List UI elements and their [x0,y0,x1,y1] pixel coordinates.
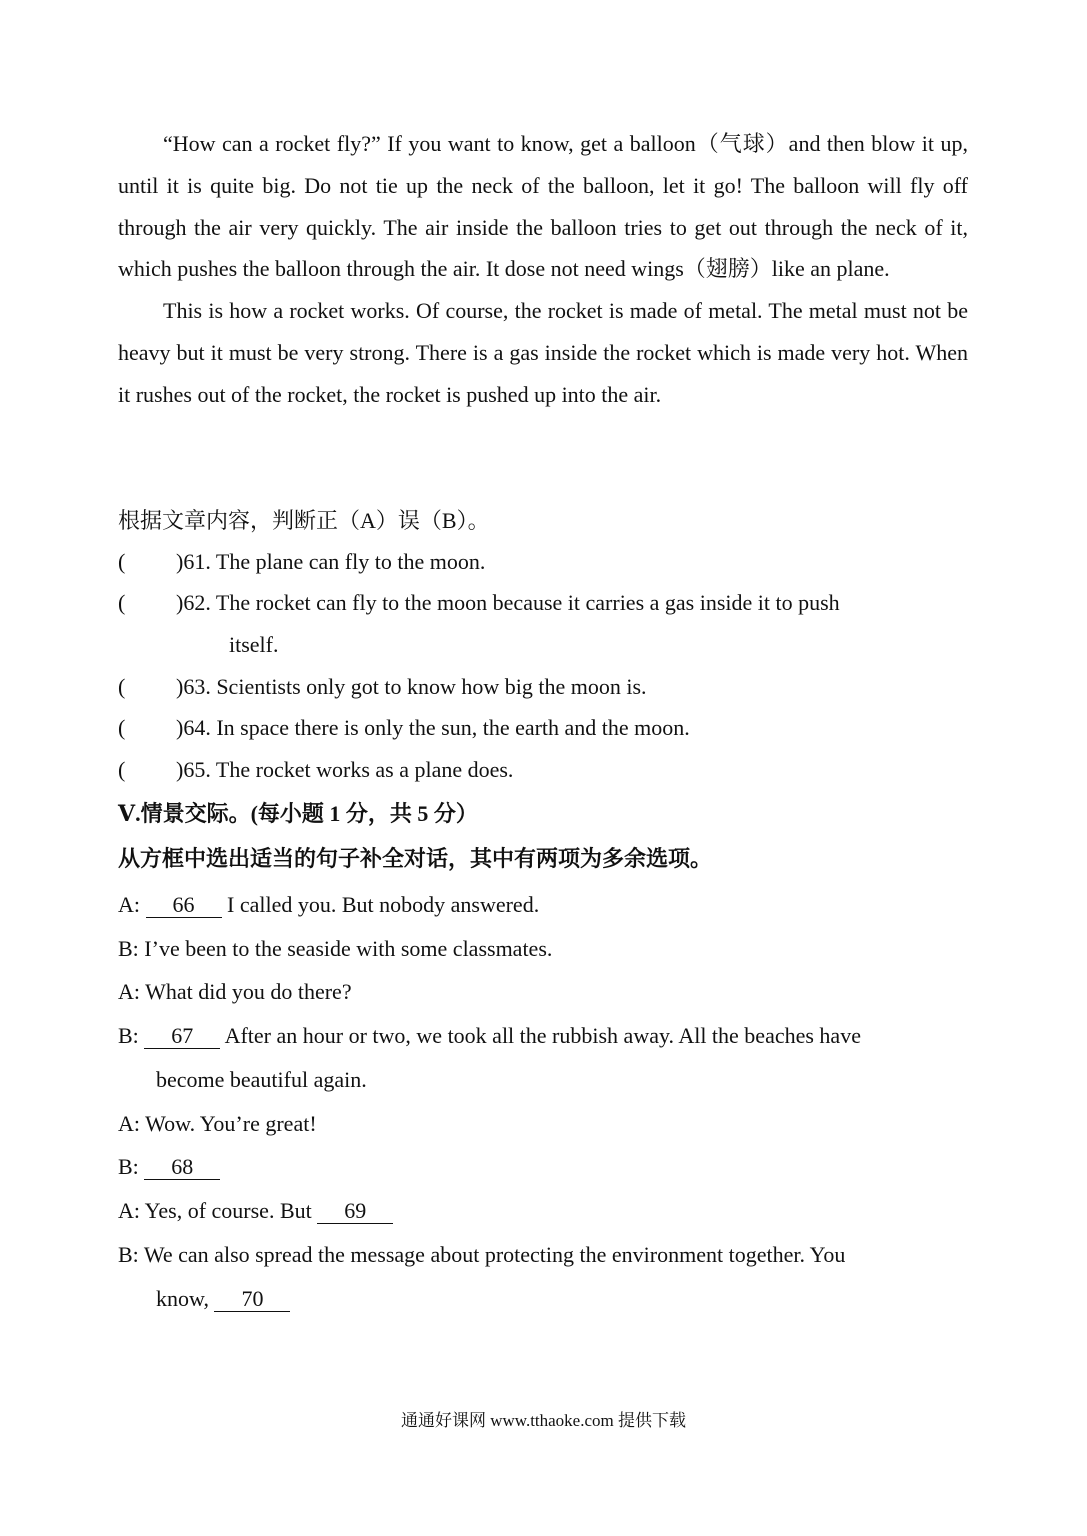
question-63 [118,666,968,708]
dialogue-line-3: A: What did you do there? [118,979,352,1004]
question-text: )61. The plane can fly to the moon. [176,549,486,574]
dialogue-text: B: We can also spread the message about protecting the environment together. You [118,1242,846,1267]
dialogue-line-4 [118,1014,968,1101]
answer-paren: ( [118,715,126,740]
judge-instruction: 根据文章内容，判断正（A）误（B）。 [118,508,490,533]
dialogue-line-1 [118,883,968,927]
answer-paren: ( [118,549,126,574]
question-61 [118,541,968,583]
question-text: )63. Scientists only got to know how big the moon is. [176,674,647,699]
answer-paren: ( [118,757,126,782]
speaker: B: [118,1023,145,1048]
dialogue-line-5: A: Wow. You’re great! [118,1111,317,1136]
reading-passage [118,123,968,416]
dialogue-text: A: Yes, of course. But [118,1198,318,1223]
dialogue-text-continued [156,1277,968,1321]
question-text-continued: itself. [229,631,279,657]
question-65 [118,749,968,791]
dialogue-text: know, [156,1285,215,1311]
dialogue-text: After an hour or two, we took all the rubbish away. All the beaches have [220,1023,861,1048]
dialogue-text-continued: become beautiful again. [156,1066,367,1092]
speaker: B: [118,1154,145,1179]
page-footer: 通通好课网 www.tthaoke.com 提供下载 [400,1411,687,1430]
blank-67: 67 [144,1024,220,1049]
section-5-title: Ⅴ.情景交际。(每小题 1 分，共 5 分） [118,801,478,826]
blank-69: 69 [317,1199,393,1224]
answer-paren: ( [118,590,126,615]
dialogue-line-8 [118,1233,968,1320]
dialogue-line-2: B: I’ve been to the seaside with some classmates. [118,936,553,961]
passage-paragraph-1: “How can a rocket fly?” If you want to know, get a balloon（气球）and then blow it up, until it is quite big. Do not tie up the neck of the balloon, let it go! The balloon will fly off through the air very quickly. The air inside the balloon tries to get out through the neck of it, which pushes the balloon through the air. It dose not need wings（翅膀）like an plane. [118,131,968,282]
question-text: )62. The rocket can fly to the moon because it carries a gas inside it to push [176,590,840,615]
blank-68: 68 [144,1155,220,1180]
blank-66: 66 [146,893,222,918]
passage-paragraph-2: This is how a rocket works. Of course, the rocket is made of metal. The metal must not be heavy but it must be very strong. There is a gas inside the rocket which is made very hot. When it rushes out of the rocket, the rocket is pushed up into the air. [118,298,968,407]
question-text: )65. The rocket works as a plane does. [176,757,514,782]
answer-paren: ( [118,674,126,699]
speaker: A: [118,892,146,917]
section-5-instruction: 从方框中选出适当的句子补全对话，其中有两项为多余选项。 [118,846,713,871]
dialogue-line-6 [118,1145,968,1189]
question-64 [118,707,968,749]
dialogue-text: I called you. But nobody answered. [221,892,540,917]
question-text: )64. In space there is only the sun, the earth and the moon. [176,715,690,740]
question-62 [118,582,968,665]
dialogue-line-7 [118,1189,968,1233]
blank-70: 70 [214,1287,290,1312]
